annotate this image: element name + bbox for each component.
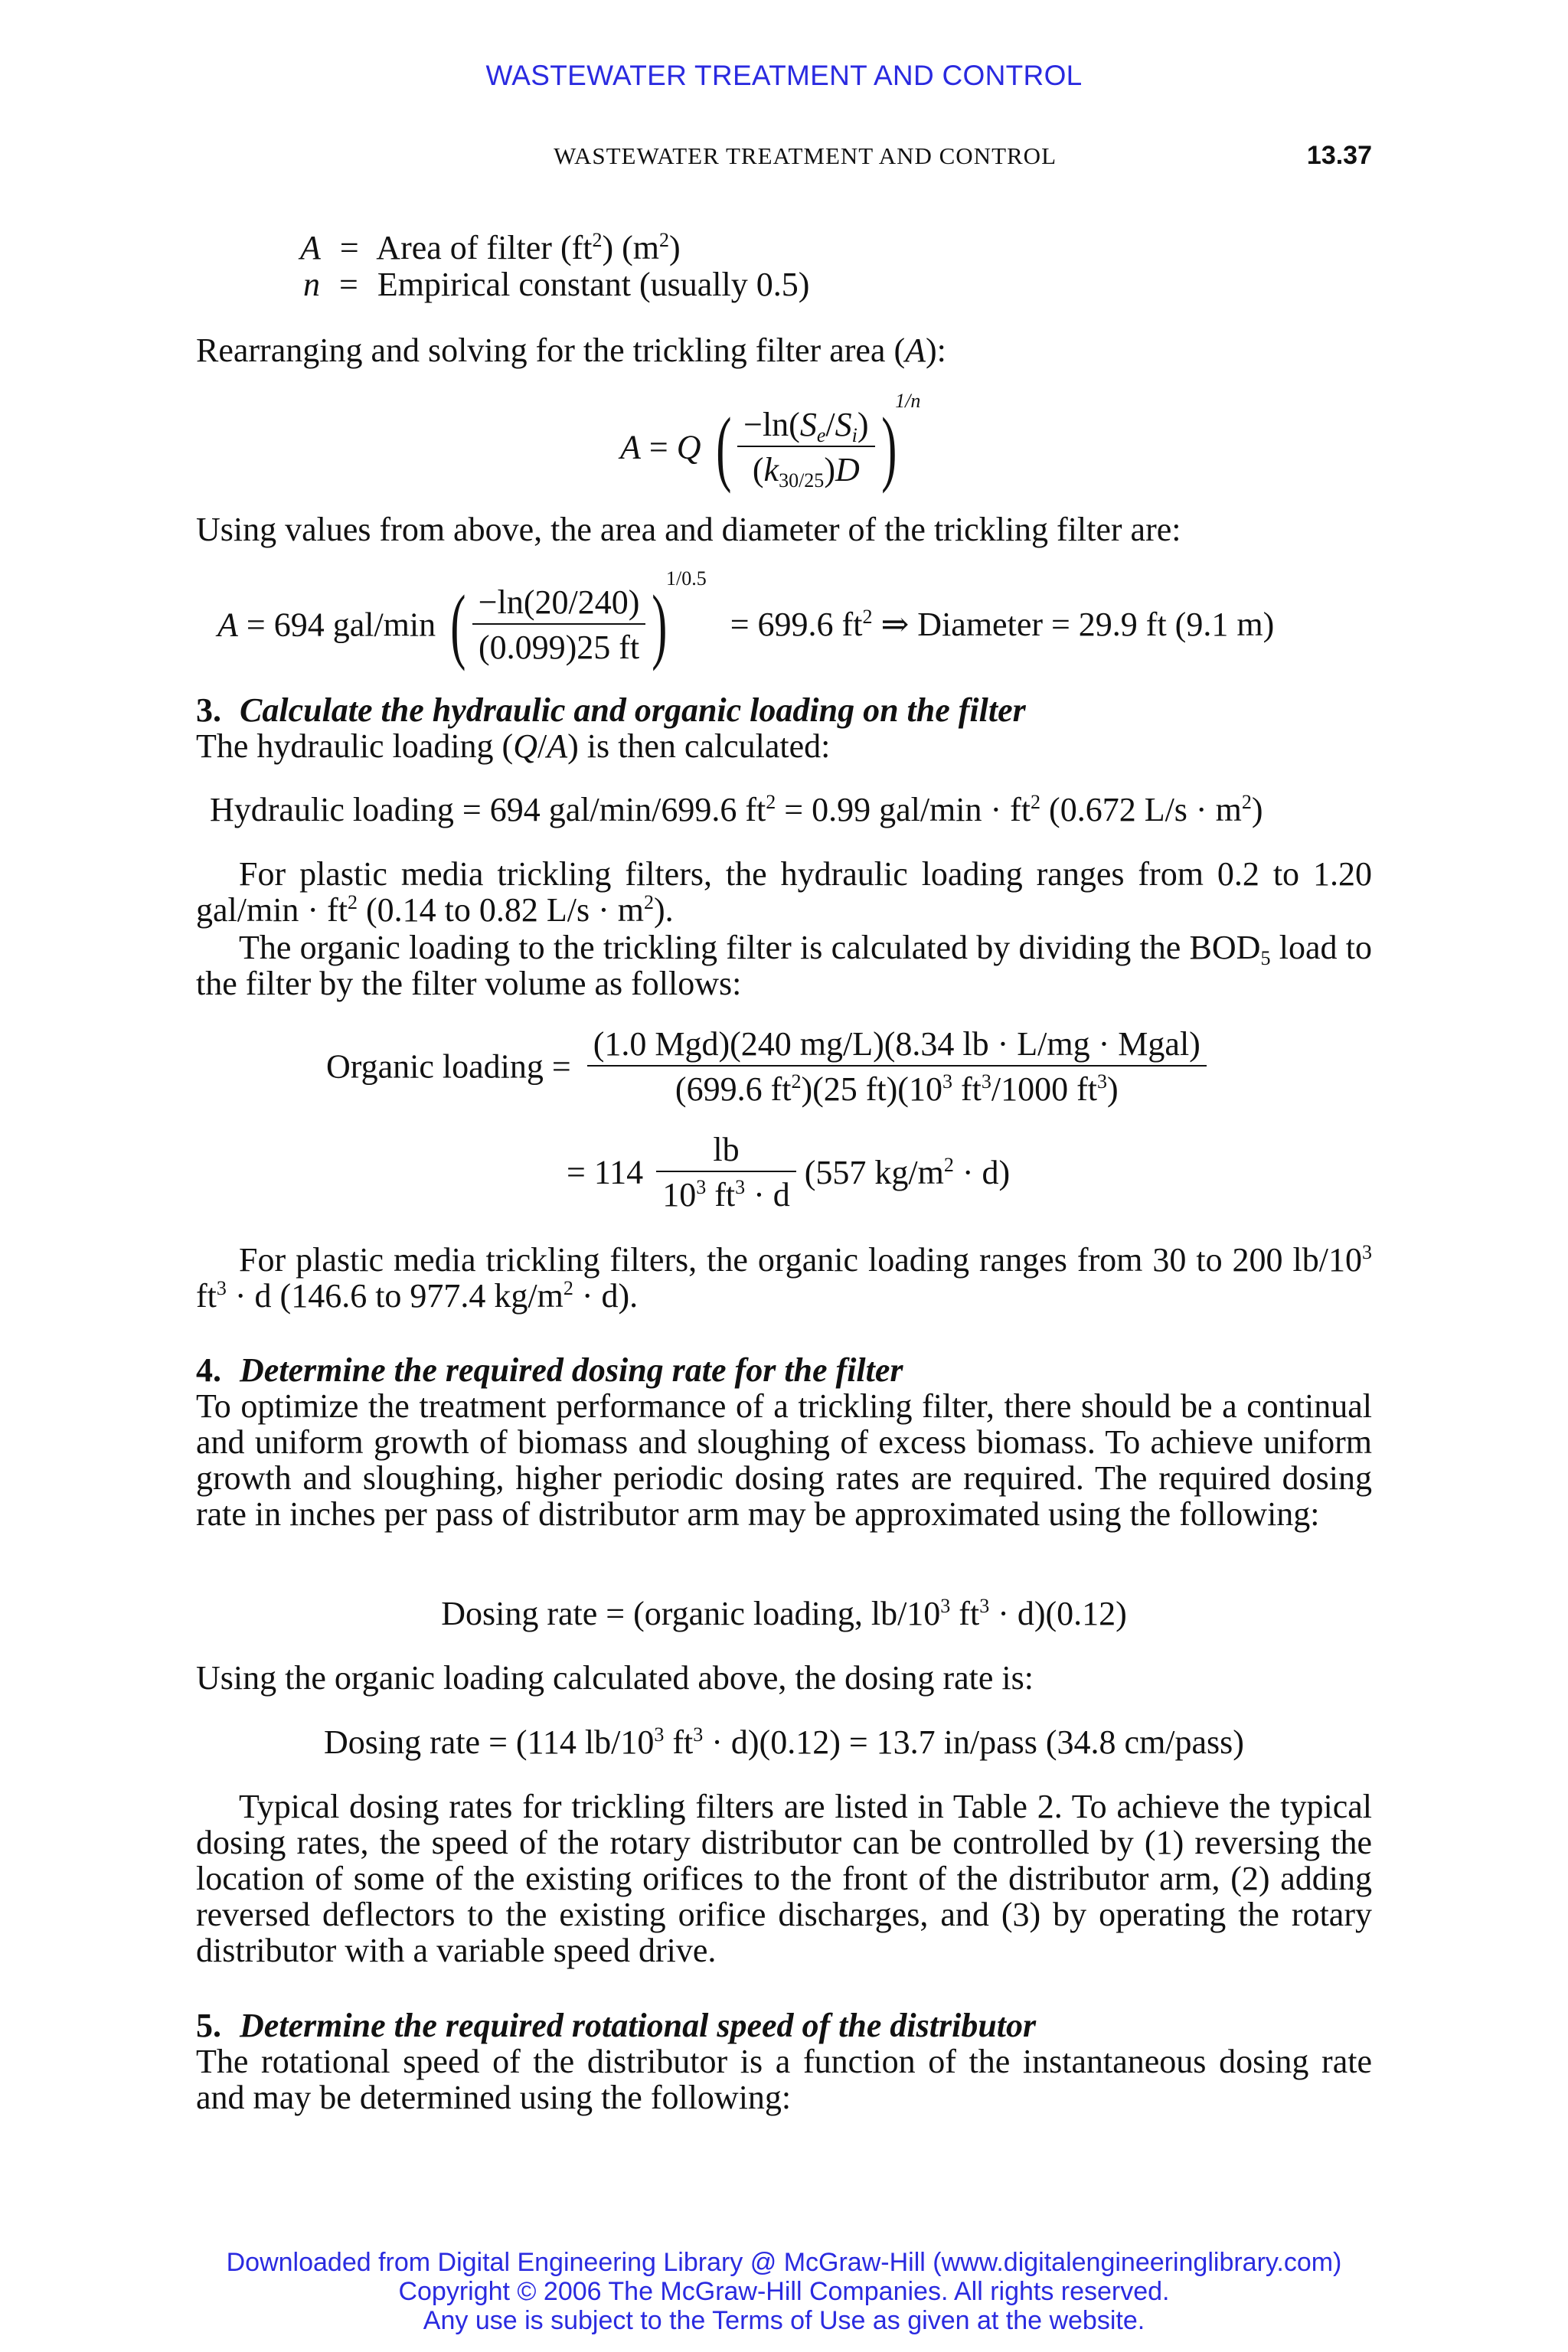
definition-n: n = Empirical constant (usually 0.5) xyxy=(303,266,810,303)
step3-intro: The hydraulic loading (Q/A) is then calculated: xyxy=(196,727,831,765)
step3-para3: For plastic media trickling filters, the organic loading ranges from 30 to 200 $lb/10^3$ $ft^3 \cdot d$ (146.6 to 977.4 $kg/m^2 \cdot d$). xyxy=(196,1241,1372,1315)
footer-terms[interactable]: Any use is subject to the Terms of Use as given at the website. xyxy=(423,2306,1145,2335)
definition-n-symbol: n xyxy=(303,266,320,303)
definition-a-symbol: A xyxy=(300,229,321,266)
step3-para2: The organic loading to the trickling filter is calculated by dividing the $BOD_5$ load to the filter by the filter volume as follows: xyxy=(196,929,1372,1002)
definition-a-desc: Area of filter $(ft^2)$ $(m^2)$ xyxy=(376,229,681,266)
footer-copyright: Copyright © 2006 The McGraw-Hill Companies. All rights reserved. xyxy=(398,2277,1170,2306)
para-using-values: Using values from above, the area and diameter of the trickling filter are: xyxy=(196,511,1181,548)
step4-para1: To optimize the treatment performance of a trickling filter, there should be a continual and uniform growth of biomass and sloughing of excess biomass. To achieve uniform growth and sloughing, higher periodic dosing rates are required. The required dosing rate in inches per pass of distributor arm may be approximated using the following: xyxy=(196,1387,1372,1533)
equation-organic-loading: Organic loading = $\frac{\text{(1.0 Mgd)(240 mg/L)(8.34 lb · L/mg · Mgal)}}{(699.6 ft^2)(25 ft)(10^3 ft^3/1000 ft^3)}$ xyxy=(326,1026,1207,1107)
equation-dosing-rate: Dosing rate = (organic loading, $lb/10^3$ $ft^3 \cdot d)(0.12)$ xyxy=(441,1595,1127,1632)
step4-para3: Typical dosing rates for trickling filters are listed in Table 2. To achieve the typical dosing rates, the speed of the rotary distributor can be controlled by (1) reversing the location of some of the existing orifices to the front of the distributor arm, (2) adding reversed deflectors to the existing orifice discharges, and (3) by operating the rotary distributor with a variable speed drive. xyxy=(196,1788,1372,1969)
step3-para1: For plastic media trickling filters, the hydraulic loading ranges from 0.2 to 1.20 $gal/\min \cdot ft^2$ (0.14 to 0.82 $L/s \cdot m^2$). xyxy=(196,855,1372,929)
step4-heading: 4. Determine the required dosing rate for the filter xyxy=(196,1351,903,1389)
step3-heading: 3. Calculate the hydraulic and organic loading on the filter xyxy=(196,691,1026,729)
equation-area-fraction: $\frac{-\ln(S_e/S_i)}{(k_{30/25})D}$ xyxy=(737,407,874,488)
step5-para1: The rotational speed of the distributor is a function of the instantaneous dosing rate and may be determined using the following: xyxy=(196,2043,1372,2116)
equation-hydraulic-loading: Hydraulic loading = 694 gal/min/699.6 $ft^2 = 0.99$ $gal/\min \cdot ft^2$ (0.672 $L/s \cdot m^2$) xyxy=(210,791,1263,828)
definition-n-desc: Empirical constant (usually 0.5) xyxy=(377,266,810,303)
step4-para2: Using the organic loading calculated above, the dosing rate is: xyxy=(196,1659,1034,1697)
running-head: WASTEWATER TREATMENT AND CONTROL xyxy=(554,142,1057,169)
page-number: 13.37 xyxy=(1306,141,1372,170)
step5-heading: 5. Determine the required rotational speed of the distributor xyxy=(196,2007,1037,2044)
equation-area-values-fraction: $\frac{-\ln(20/240)}{(0.099)25 ft}$ xyxy=(472,584,646,665)
equation-organic-loading-result: = 114 $\frac{lb}{10^3 ft^3 \cdot d}$ (557 $kg/m^2 \cdot d$) xyxy=(567,1131,1011,1214)
para-rearranging: Rearranging and solving for the trickling filter area (A): xyxy=(196,332,946,369)
equation-organic-loading-fraction: $\frac{\text{(1.0 Mgd)(240 mg/L)(8.34 lb · L/mg · Mgal)}}{(699.6 ft^2)(25 ft)(10^3 ft^3/1000 ft^3)}$ xyxy=(587,1026,1207,1107)
definition-a: A = Area of filter $(ft^2)$ $(m^2)$ xyxy=(300,229,681,266)
footer-download-link[interactable]: Downloaded from Digital Engineering Library @ McGraw-Hill (www.digitalengineeringlibrary.com) xyxy=(226,2248,1342,2277)
top-link[interactable]: WASTEWATER TREATMENT AND CONTROL xyxy=(485,60,1083,91)
equation-area-values: A = 694 gal/min ( $\frac{-\ln(20/240)}{(0.099)25 ft}$ )$^{1/0.5}$ = 699.6 $ft^2$ ⇒ Diameter = 29.9 ft (9.1 m) xyxy=(217,567,1275,671)
equation-organic-loading-result-fraction: $\frac{lb}{10^3 ft^3 \cdot d}$ xyxy=(656,1132,796,1213)
equation-area: A = Q ( $\frac{-\ln(S_e/S_i)}{(k_{30/25})D}$ )$^{1/n}$ xyxy=(620,390,921,494)
equation-dosing-rate-value: Dosing rate = (114 $lb/10^3$ $ft^3 \cdot d)(0.12) = 13.7$ in/pass (34.8 cm/pass) xyxy=(324,1723,1244,1761)
